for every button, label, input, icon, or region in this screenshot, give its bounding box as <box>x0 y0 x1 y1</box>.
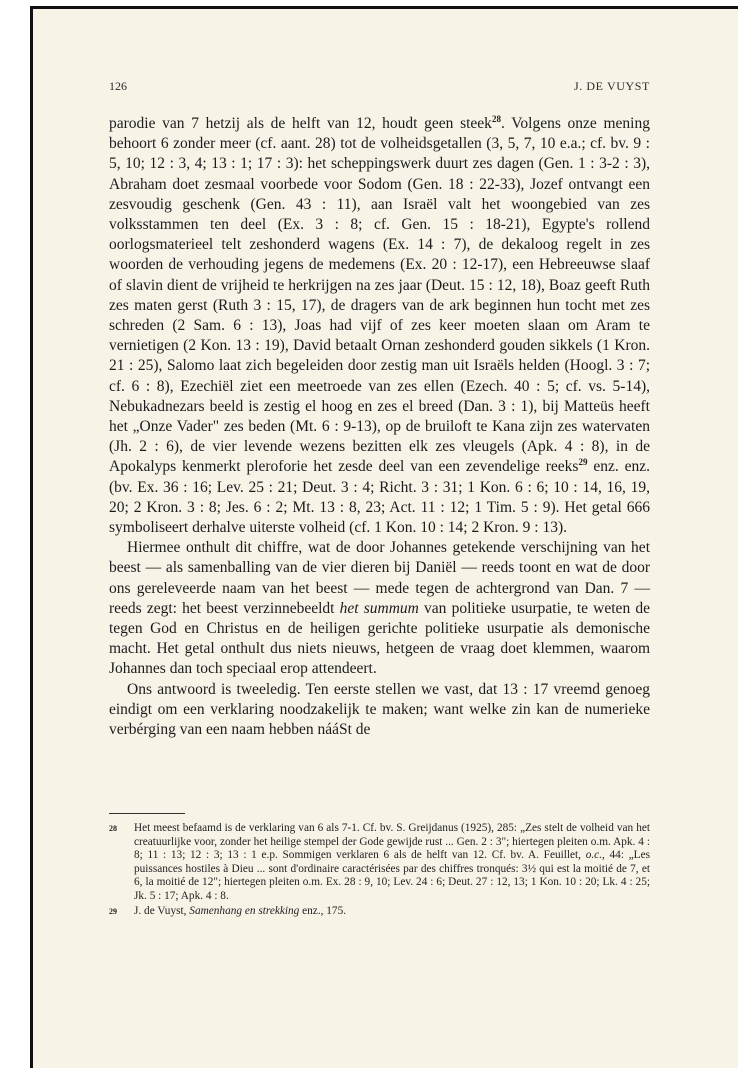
paragraph-1-part-1: parodie van 7 hetzij als de helft van 12, houdt geen steek <box>109 115 492 132</box>
footnote-29-mark: 29 <box>109 906 117 916</box>
body-text <box>109 114 650 740</box>
page-header <box>109 79 650 95</box>
footnote-29-text-2: enz., 175. <box>299 904 347 917</box>
paragraph-2-part-2: van politieke usurpatie, te weten de tegen God en Christus en de heiligen gerichte politieke usurpatie als demonische macht. Het getal onthult dus niets nieuws, hetgeen de vraag doet klemmen, waarom Johannes dan toch speciaal erop attendeert. <box>109 599 650 678</box>
paragraph-3: Ons antwoord is tweeledig. Ten eerste stellen we vast, dat 13 : 17 vreemd genoeg eindigt om een verklaring noodzakelijk te maken; want welke zin kan de numerieke verbérging van een naam hebben nááSt de <box>109 680 650 739</box>
paragraph-1-part-3: enz. enz. (bv. Ex. 36 : 16; Lev. 25 : 21; Deut. 3 : 4; Richt. 3 : 31; 1 Kon. 6 : 6; 10 : 14, 16, 19, 20; 2 Kron. 3 : 8; Jes. 6 : 2; Mt. 13 : 8, 23; Act. 11 : 12; 1 Tim. 5 : 9). Het getal 666 symboliseert derhalve uiterste volheid (cf. 1 Kon. 10 : 14; 2 Kron. 9 : 13). <box>109 458 650 537</box>
page-number: 126 <box>109 79 127 93</box>
paragraph-2 <box>109 538 650 679</box>
footnote-ref-28: 28 <box>491 113 501 124</box>
running-head: J. DE VUYST <box>573 79 650 93</box>
footnote-ref-29: 29 <box>578 457 588 468</box>
footnote-28-text-1: Het meest befaamd is de verklaring van 6 als 7-1. Cf. bv. S. Greijdanus (1925), 285: „Zes stelt de volheid van het creatuurlijke voor, zonder het heilige stempel der Gode gewijde rust ... Gen. 2 : 3"; hiertegen pleiten o.m. Apk. 4 : 8; 11 : 13; 12 : 3; 13 : 1 e.p. Sommigen verklaren 6 als de helft van 12. Cf. bv. A. Feuillet, <box>134 822 650 862</box>
footnote-28-italic: o.c. <box>585 849 603 862</box>
footnote-28-mark: 28 <box>109 824 117 833</box>
footnote-28 <box>109 822 650 904</box>
footnotes <box>109 822 650 919</box>
paragraph-2-italic: het summum <box>339 599 419 617</box>
paragraph-1 <box>109 114 650 538</box>
footnote-separator <box>109 813 185 814</box>
footnote-29-italic: Samenhang en strekking <box>189 904 300 917</box>
paragraph-2-part-1: Hiermee onthult dit chiffre, wat de door Johannes getekende verschijning van het beest — als samenballing van de vier dieren bij Daniël — reeds toont en wat de door ons gereleveerde naam van het beest — mede tegen de achtergrond van Dan. 7 — reeds zegt: het beest verzinnebeeldt <box>109 539 650 617</box>
footnote-29 <box>109 905 650 919</box>
footnote-29-text-1: J. de Vuyst, <box>134 904 190 917</box>
footnote-28-text-2: , 44: „Les puissances hostiles à Dieu ... sont d'ordinaire caractérisées par des chiffres tronqués: 3½ qui est la moitié de 7, et 6, la moitié de 12"; hiertegen pleiten o.m. Ex. 28 : 9, 10; Lev. 24 : 6; Deut. 27 : 12, 13; 1 Kon. 10 : 20; Lk. 4 : 25; Jk. 5 : 17; Apk. 4 : 8. <box>134 849 650 902</box>
paragraph-1-part-2: . Volgens onze mening behoort 6 zonder meer (cf. aant. 28) tot de volheidsgetallen (3, 5, 7, 10 e.a.; cf. bv. 9 : 5, 10; 12 : 3, 4; 13 : 1; 17 : 3): het scheppingswerk duurt zes dagen (Gen. 1 : 3-2 : 3), Abraham doet zesmaal voorbede voor Sodom (Gen. 18 : 22-33), Jozef ontvangt een zesvoudig geschenk (Gen. 43 : 11), aan Israël valt het woongebied van zes volksstammen ten deel (Ex. 3 : 8; cf. Gen. 15 : 18-21), Egypte's rollend oorlogsmaterieel telt zeshonderd wagens (Ex. 14 : 7), de dekaloog regelt in zes woorden de verhouding jegens de medemens (Ex. 20 : 12-17), een Hebreeuwse slaaf of slavin dient de vrijheid te herkrijgen na zes jaar (Deut. 15 : 12, 18), Boaz geeft Ruth zes maten gerst (Ruth 3 : 15, 17), de dragers van de ark beginnen hun tocht met zes schreden (2 Sam. 6 : 13), Joas had vijf of zes keer moeten slaan om Aram te vernietigen (2 Kon. 13 : 19), David betaalt Ornan zeshonderd gouden sikkels (1 Kron. 21 : 25), Salomo laat zich begeleiden door zestig man uit Israëls helden (Hoogl. 3 : 7; cf. 6 : 8), Ezechiël ziet een meetroede van zes ellen (Ezech. 40 : 5; cf. vs. 5-14), Nebukadnezars beeld is zestig el hoog en zes el breed (Dan. 3 : 1), bij Matteüs heeft het „Onze Vader" zes beden (Mt. 6 : 9-13), op de bruiloft te Kana zijn zes watervaten (Jh. 2 : 6), de vier levende wezens bezitten elk zes vleugels (Apk. 4 : 8), in de Apokalyps kenmerkt pleroforie het zesde deel van een zevendelige reeks <box>109 115 650 476</box>
